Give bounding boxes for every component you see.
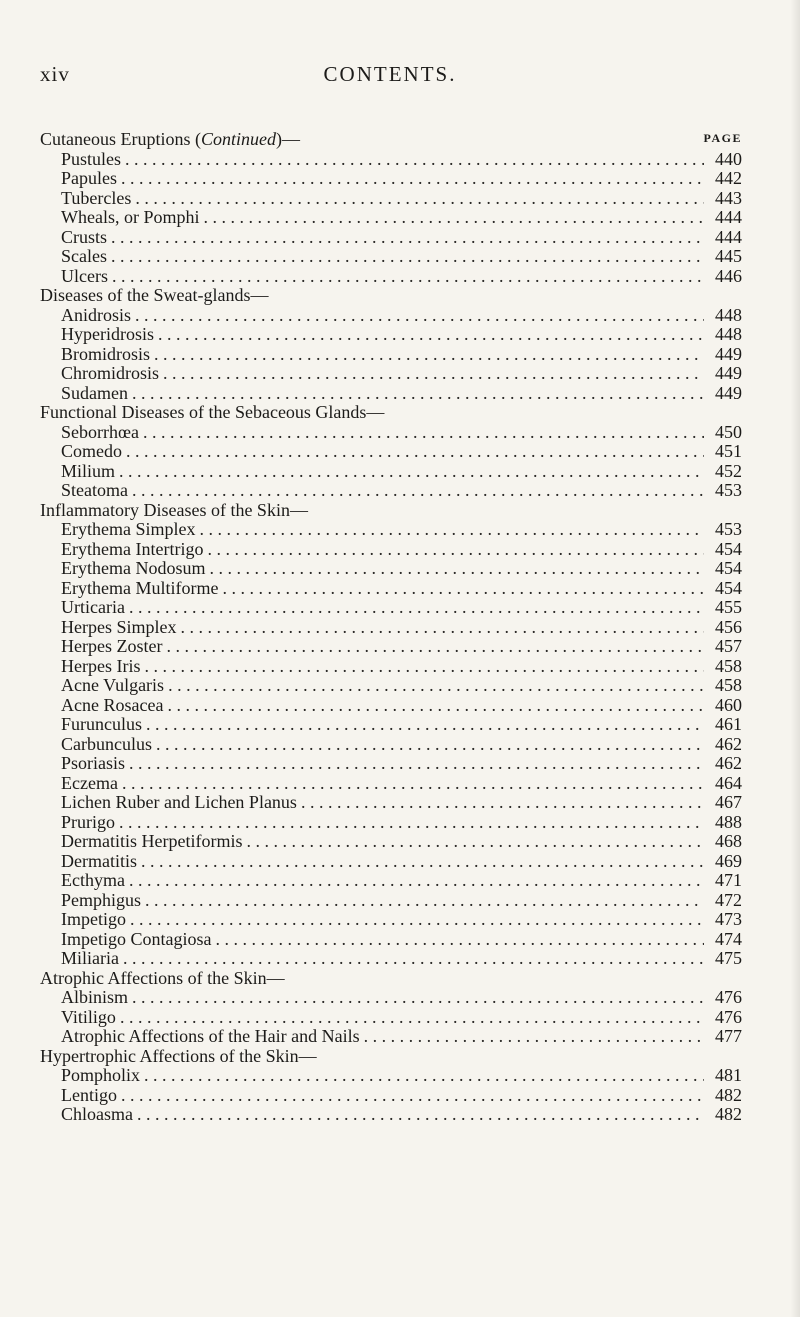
toc-entry	[40, 715, 742, 735]
toc-entry-page: 451	[715, 441, 742, 461]
dot-leader	[199, 520, 704, 540]
toc-entry-page: 471	[715, 870, 742, 890]
toc-entry	[40, 169, 742, 189]
section-heading	[40, 969, 742, 989]
toc-entry-page: 454	[715, 577, 742, 598]
toc-entry-title: Furunculus	[61, 714, 142, 734]
page-edge-shadow	[790, 0, 800, 1317]
dot-leader	[180, 618, 704, 638]
toc-entry	[40, 618, 742, 638]
toc-entry-page: 475	[715, 948, 742, 968]
toc-entry	[40, 949, 742, 969]
toc-entry	[40, 325, 742, 345]
toc-entry	[40, 832, 742, 852]
dot-leader	[126, 442, 704, 462]
dot-leader	[207, 540, 704, 560]
toc-entry-title: Erythema Intertrigo	[61, 538, 204, 559]
toc-entry-page: 482	[715, 1104, 742, 1124]
toc-entry-page: 477	[715, 1026, 742, 1046]
section-heading-text: Hypertrophic Affections of the Skin—	[40, 1045, 317, 1066]
toc-entry-title: Pustules	[61, 148, 122, 169]
toc-entry-page: 481	[715, 1065, 742, 1085]
dot-leader	[111, 247, 704, 267]
toc-entry-page: 443	[715, 187, 742, 208]
toc-entry-title: Pompholix	[61, 1065, 141, 1085]
dot-leader	[209, 559, 704, 579]
toc-entry	[40, 540, 742, 560]
toc-entry	[40, 1008, 742, 1028]
toc-entry-page: 446	[715, 265, 742, 286]
dot-leader	[123, 949, 704, 969]
section-heading-text: Inflammatory Diseases of the Skin—	[40, 499, 308, 520]
dot-leader	[364, 1027, 704, 1047]
toc-entry-title: Erythema Simplex	[61, 519, 196, 539]
toc-entry	[40, 1066, 742, 1086]
toc-entry-page: 455	[715, 597, 742, 617]
toc-entry	[40, 871, 742, 891]
toc-entry	[40, 910, 742, 930]
toc-entry-page: 457	[715, 636, 742, 656]
toc-entry-page: 467	[715, 792, 742, 812]
toc-entry-title: Herpes Zoster	[61, 636, 163, 656]
dot-leader	[163, 364, 704, 384]
toc-entry	[40, 930, 742, 950]
toc-entry	[40, 696, 742, 716]
toc-entry-title: Papules	[61, 168, 117, 188]
toc-entry	[40, 891, 742, 911]
toc-entry-page: 452	[715, 460, 742, 481]
dot-leader	[144, 657, 704, 677]
dot-leader	[119, 813, 704, 833]
toc-entry-page: 460	[715, 694, 742, 715]
toc-entry-title: Erythema Nodosum	[61, 558, 206, 578]
toc-entry-page: 468	[715, 831, 742, 851]
dot-leader	[301, 793, 704, 813]
dot-leader	[222, 579, 704, 599]
section-heading-text: Cutaneous Eruptions (Continued)—	[40, 129, 300, 149]
section-heading-text: Atrophic Affections of the Skin—	[40, 967, 285, 988]
toc-entry	[40, 208, 742, 228]
toc-entry-title: Psoriasis	[61, 753, 126, 773]
toc-entry	[40, 247, 742, 267]
dot-leader	[154, 345, 704, 365]
toc-entry	[40, 657, 742, 677]
toc-entry-page: 476	[715, 987, 742, 1007]
page-number: xiv	[40, 62, 70, 86]
toc-entry-page: 445	[715, 246, 742, 266]
toc-entry-title: Urticaria	[61, 597, 125, 617]
toc-entry-title: Pemphigus	[61, 889, 142, 910]
dot-leader	[156, 735, 704, 755]
section-heading	[40, 130, 742, 150]
toc-entry-title: Chloasma	[61, 1104, 133, 1124]
toc-entry-page: 442	[715, 168, 742, 188]
toc-entry-title: Ulcers	[61, 265, 108, 286]
toc-entry	[40, 852, 742, 872]
toc-entry-page: 444	[715, 207, 742, 227]
dot-leader	[121, 169, 704, 189]
toc-entry-title: Dermatitis	[61, 850, 137, 871]
toc-entry-page: 456	[715, 616, 742, 637]
toc-entry-title: Herpes Simplex	[61, 616, 177, 637]
toc-entry	[40, 637, 742, 657]
toc-entry-page: 462	[715, 753, 742, 773]
toc-entry-page: 473	[715, 909, 742, 929]
dot-leader	[166, 637, 704, 657]
toc-entry	[40, 364, 742, 384]
toc-entry	[40, 559, 742, 579]
toc-entry-title: Sudamen	[61, 382, 128, 403]
dot-leader	[132, 481, 704, 501]
toc-entry	[40, 813, 742, 833]
section-heading-text: Diseases of the Sweat-glands—	[40, 285, 269, 305]
dot-leader	[144, 1066, 704, 1086]
toc-entry-title: Tubercles	[61, 187, 132, 208]
toc-entry-page: 488	[715, 811, 742, 832]
section-heading	[40, 286, 742, 306]
dot-leader	[122, 774, 704, 794]
table-of-contents	[40, 130, 742, 1125]
toc-entry-title: Milium	[61, 460, 116, 481]
toc-entry-title: Hyperidrosis	[61, 324, 154, 344]
page-header	[40, 62, 740, 92]
dot-leader	[215, 930, 704, 950]
toc-entry-page: 453	[715, 480, 742, 500]
toc-entry	[40, 735, 742, 755]
toc-entry	[40, 598, 742, 618]
toc-entry-page: 458	[715, 675, 742, 695]
toc-entry-title: Anidrosis	[61, 304, 132, 325]
toc-entry-page: 440	[715, 148, 742, 169]
toc-entry-page: 449	[715, 363, 742, 383]
dot-leader	[132, 384, 704, 404]
dot-leader	[129, 598, 704, 618]
toc-entry-title: Carbunculus	[61, 733, 152, 754]
toc-entry	[40, 442, 742, 462]
toc-entry-title: Vitiligo	[61, 1006, 116, 1027]
dot-leader	[137, 1105, 704, 1125]
dot-leader	[203, 208, 704, 228]
toc-entry-title: Impetigo	[61, 909, 126, 929]
toc-entry	[40, 774, 742, 794]
toc-entry	[40, 267, 742, 287]
toc-entry-title: Crusts	[61, 226, 108, 247]
toc-entry	[40, 189, 742, 209]
toc-entry-page: 453	[715, 519, 742, 539]
toc-entry	[40, 1086, 742, 1106]
dot-leader	[135, 189, 704, 209]
toc-entry	[40, 1027, 742, 1047]
dot-leader	[158, 325, 704, 345]
toc-entry	[40, 1105, 742, 1125]
toc-entry	[40, 228, 742, 248]
toc-entry-page: 476	[715, 1006, 742, 1027]
toc-entry-title: Acne Rosacea	[61, 694, 164, 715]
dot-leader	[132, 988, 704, 1008]
toc-entry	[40, 520, 742, 540]
toc-entry-title: Eczema	[61, 772, 118, 793]
toc-entry-page: 448	[715, 324, 742, 344]
toc-entry-title: Wheals, or Pomphi	[61, 207, 200, 227]
toc-entry-page: 449	[715, 343, 742, 364]
page-column-label: PAGE	[703, 131, 742, 145]
toc-entry-title: Bromidrosis	[61, 343, 151, 364]
toc-entry-page: 450	[715, 421, 742, 442]
dot-leader	[119, 462, 704, 482]
toc-entry-page: 448	[715, 304, 742, 325]
dot-leader	[167, 696, 704, 716]
section-heading	[40, 1047, 742, 1067]
toc-entry-title: Chromidrosis	[61, 363, 160, 383]
dot-leader	[135, 306, 704, 326]
toc-entry	[40, 345, 742, 365]
toc-entry-title: Miliaria	[61, 948, 119, 968]
toc-entry-page: 464	[715, 772, 742, 793]
toc-entry-title: Prurigo	[61, 811, 115, 832]
dot-leader	[120, 1008, 704, 1028]
dot-leader	[129, 754, 704, 774]
toc-entry-page: 482	[715, 1084, 742, 1105]
toc-entry-title: Dermatitis Herpetiformis	[61, 831, 243, 851]
toc-entry	[40, 579, 742, 599]
toc-entry-title: Comedo	[61, 441, 122, 461]
toc-entry	[40, 384, 742, 404]
toc-entry-page: 474	[715, 928, 742, 949]
toc-entry-title: Scales	[61, 246, 107, 266]
toc-entry-page: 444	[715, 226, 742, 247]
toc-entry-title: Acne Vulgaris	[61, 675, 165, 695]
section-heading	[40, 403, 742, 423]
toc-entry-page: 472	[715, 889, 742, 910]
toc-entry	[40, 481, 742, 501]
toc-entry-page: 469	[715, 850, 742, 871]
toc-entry-page: 449	[715, 382, 742, 403]
toc-entry	[40, 988, 742, 1008]
toc-entry	[40, 150, 742, 170]
toc-entry-title: Albinism	[61, 987, 129, 1007]
toc-entry-page: 454	[715, 558, 742, 578]
dot-leader	[145, 891, 704, 911]
dot-leader	[141, 852, 704, 872]
toc-entry-title: Lentigo	[61, 1084, 117, 1105]
dot-leader	[246, 832, 704, 852]
toc-entry-title: Atrophic Affections of the Hair and Nails	[61, 1026, 360, 1046]
dot-leader	[125, 150, 704, 170]
dot-leader	[168, 676, 704, 696]
dot-leader	[111, 228, 704, 248]
toc-entry-title: Steatoma	[61, 480, 128, 500]
dot-leader	[146, 715, 704, 735]
toc-entry-title: Herpes Iris	[61, 655, 141, 676]
dot-leader	[121, 1086, 704, 1106]
dot-leader	[143, 423, 704, 443]
toc-entry-title: Erythema Multiforme	[61, 577, 219, 598]
section-heading-text: Functional Diseases of the Sebaceous Glands—	[40, 402, 385, 422]
toc-entry	[40, 754, 742, 774]
section-heading	[40, 501, 742, 521]
page-title: CONTENTS.	[323, 62, 457, 86]
toc-entry	[40, 423, 742, 443]
toc-entry-page: 458	[715, 655, 742, 676]
toc-entry-title: Lichen Ruber and Lichen Planus	[61, 792, 297, 812]
toc-entry	[40, 676, 742, 696]
toc-entry-page: 454	[715, 538, 742, 559]
dot-leader	[129, 871, 704, 891]
toc-entry	[40, 306, 742, 326]
toc-entry-title: Seborrhœa	[61, 421, 139, 442]
toc-entry	[40, 462, 742, 482]
toc-entry-title: Impetigo Contagiosa	[61, 928, 212, 949]
dot-leader	[112, 267, 704, 287]
toc-entry-page: 461	[715, 714, 742, 734]
toc-entry-page: 462	[715, 733, 742, 754]
dot-leader	[130, 910, 704, 930]
toc-entry-title: Ecthyma	[61, 870, 125, 890]
toc-entry	[40, 793, 742, 813]
